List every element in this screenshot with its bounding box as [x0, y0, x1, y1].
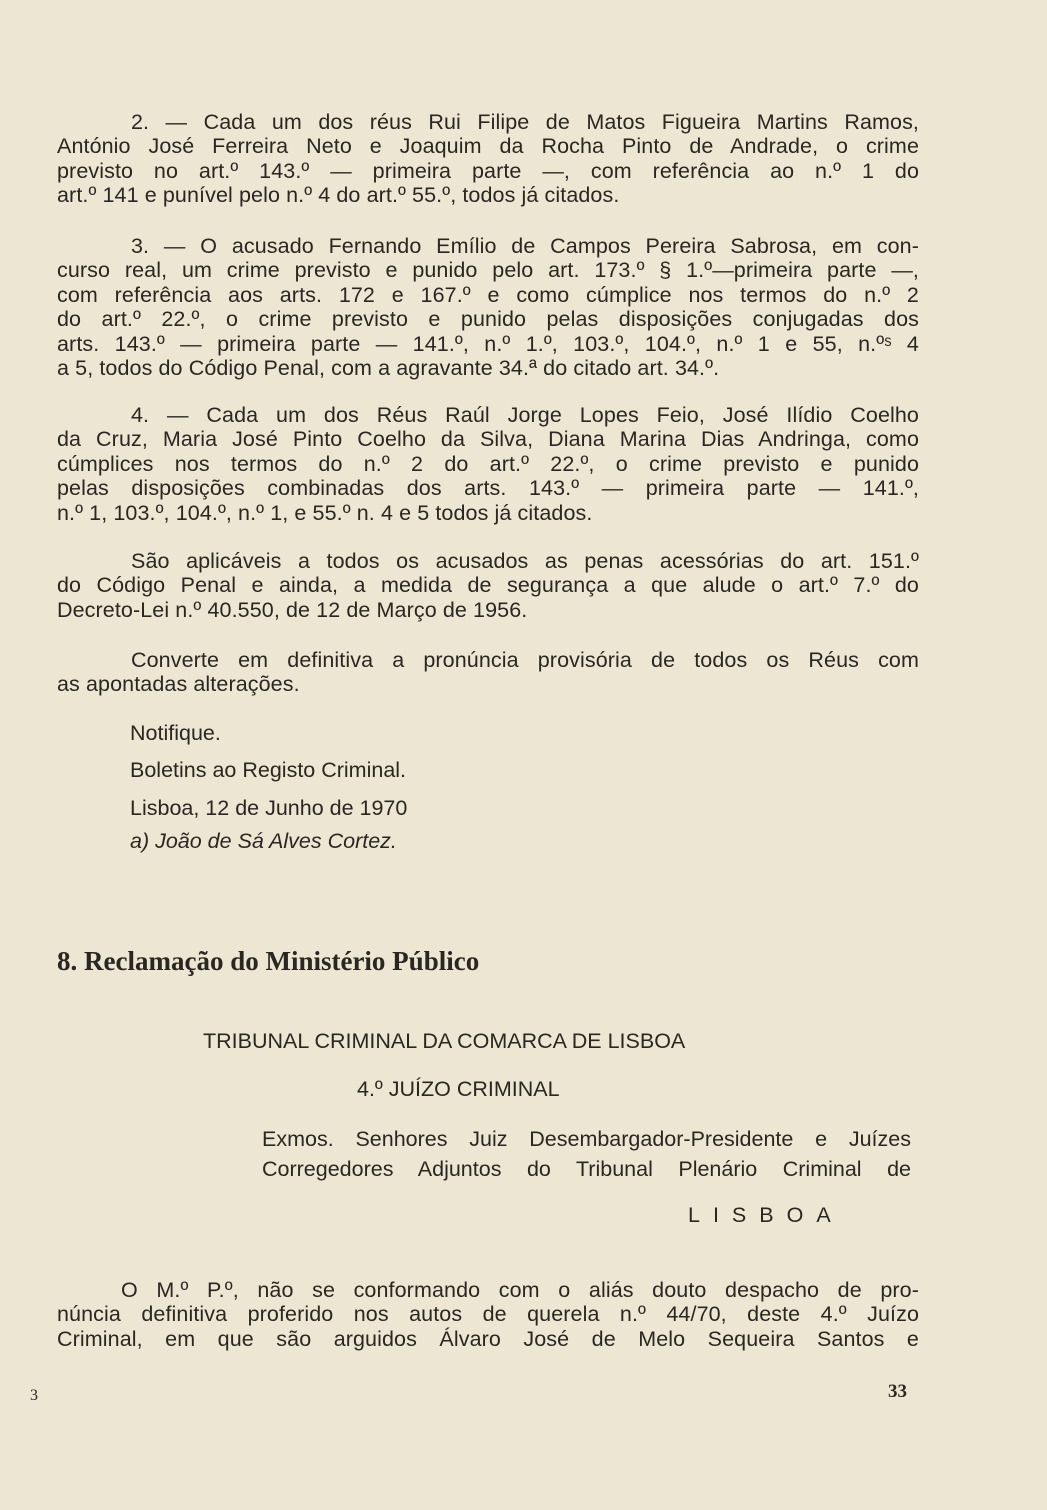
text-line: arts. 143.º — primeira parte — 141.º, n.º 1.º, 103.º, 104.º, n.º 1 e 55, n.ºˢ 4	[57, 331, 919, 356]
text-line: Decreto-Lei n.º 40.550, de 12 de Março de 1956.	[57, 597, 528, 622]
text-line: previsto no art.º 143.º — primeira parte —, com referência ao n.º 1 do	[57, 158, 919, 183]
text-line: do art.º 22.º, o crime previsto e punido pelas disposições conjugadas dos	[57, 307, 919, 332]
date-line: Lisboa, 12 de Junho de 1970	[130, 796, 408, 820]
text-line: núncia definitiva proferido nos autos de querela n.º 44/70, deste 4.º Juízo	[57, 1302, 919, 1327]
text-line: do Código Penal e ainda, a medida de segurança a que alude o art.º 7.º do	[57, 573, 919, 598]
paragraph-3	[57, 234, 919, 380]
text-line: O M.º P.º, não se conformando com o aliás douto despacho de pro-	[121, 1278, 919, 1302]
address-block	[262, 1124, 911, 1184]
text-line: Criminal, em que são arguidos Álvaro José de Melo Sequeira Santos e	[57, 1326, 919, 1351]
text-line: art.º 141 e punível pelo n.º 4 do art.º 55.º, todos já citados.	[57, 183, 620, 208]
section-heading: 8. Reclamação do Ministério Público	[57, 946, 480, 976]
text-line: 4. — Cada um dos Réus Raúl Jorge Lopes Feio, José Ilídio Coelho	[131, 403, 919, 427]
text-line: 2. — Cada um dos réus Rui Filipe de Matos Figueira Martins Ramos,	[131, 110, 919, 134]
text-line: as apontadas alterações.	[57, 672, 300, 697]
text-line: São aplicáveis a todos os acusados as penas acessórias do art. 151.º	[131, 549, 919, 573]
text-line: da Cruz, Maria José Pinto Coelho da Silva, Diana Marina Dias Andringa, como	[57, 427, 919, 452]
text-line: 3. — O acusado Fernando Emílio de Campos Pereira Sabrosa, em con-	[131, 234, 919, 258]
text-line: pelas disposições combinadas dos arts. 143.º — primeira parte — 141.º,	[57, 476, 919, 501]
text-line: com referência aos arts. 172 e 167.º e como cúmplice nos termos do n.º 2	[57, 282, 919, 307]
final-paragraph	[57, 1278, 919, 1351]
notify-line: Notifique.	[130, 721, 221, 745]
paragraph-6	[57, 648, 919, 697]
signature-mark: 3	[30, 1387, 38, 1404]
signature-line: a) João de Sá Alves Cortez.	[130, 829, 397, 853]
address-line: Corregedores Adjuntos do Tribunal Plenário Criminal de	[262, 1157, 911, 1181]
text-line: Converte em definitiva a pronúncia provisória de todos os Réus com	[131, 648, 919, 672]
paragraph-5	[57, 549, 919, 622]
text-line: n.º 1, 103.º, 104.º, n.º 1, e 55.º n. 4 e 5 todos já citados.	[57, 500, 593, 525]
city-name: LISBOA	[688, 1203, 844, 1227]
chamber-name: 4.º JUÍZO CRIMINAL	[357, 1077, 560, 1101]
paragraph-4	[57, 403, 919, 525]
text-line: António José Ferreira Neto e Joaquim da Rocha Pinto de Andrade, o crime	[57, 134, 919, 159]
court-name: TRIBUNAL CRIMINAL DA COMARCA DE LISBOA	[203, 1029, 686, 1053]
paragraph-2	[57, 110, 919, 208]
address-line: Exmos. Senhores Juiz Desembargador-Presidente e Juízes	[262, 1127, 911, 1151]
text-line: cúmplices nos termos do n.º 2 do art.º 22.º, o crime previsto e punido	[57, 451, 919, 476]
page-number: 33	[888, 1381, 907, 1402]
text-line: curso real, um crime previsto e punido pelo art. 173.º § 1.º—primeira parte —,	[57, 258, 919, 283]
registry-line: Boletins ao Registo Criminal.	[130, 758, 407, 782]
text-line: a 5, todos do Código Penal, com a agravante 34.ª do citado art. 34.º.	[57, 356, 720, 381]
